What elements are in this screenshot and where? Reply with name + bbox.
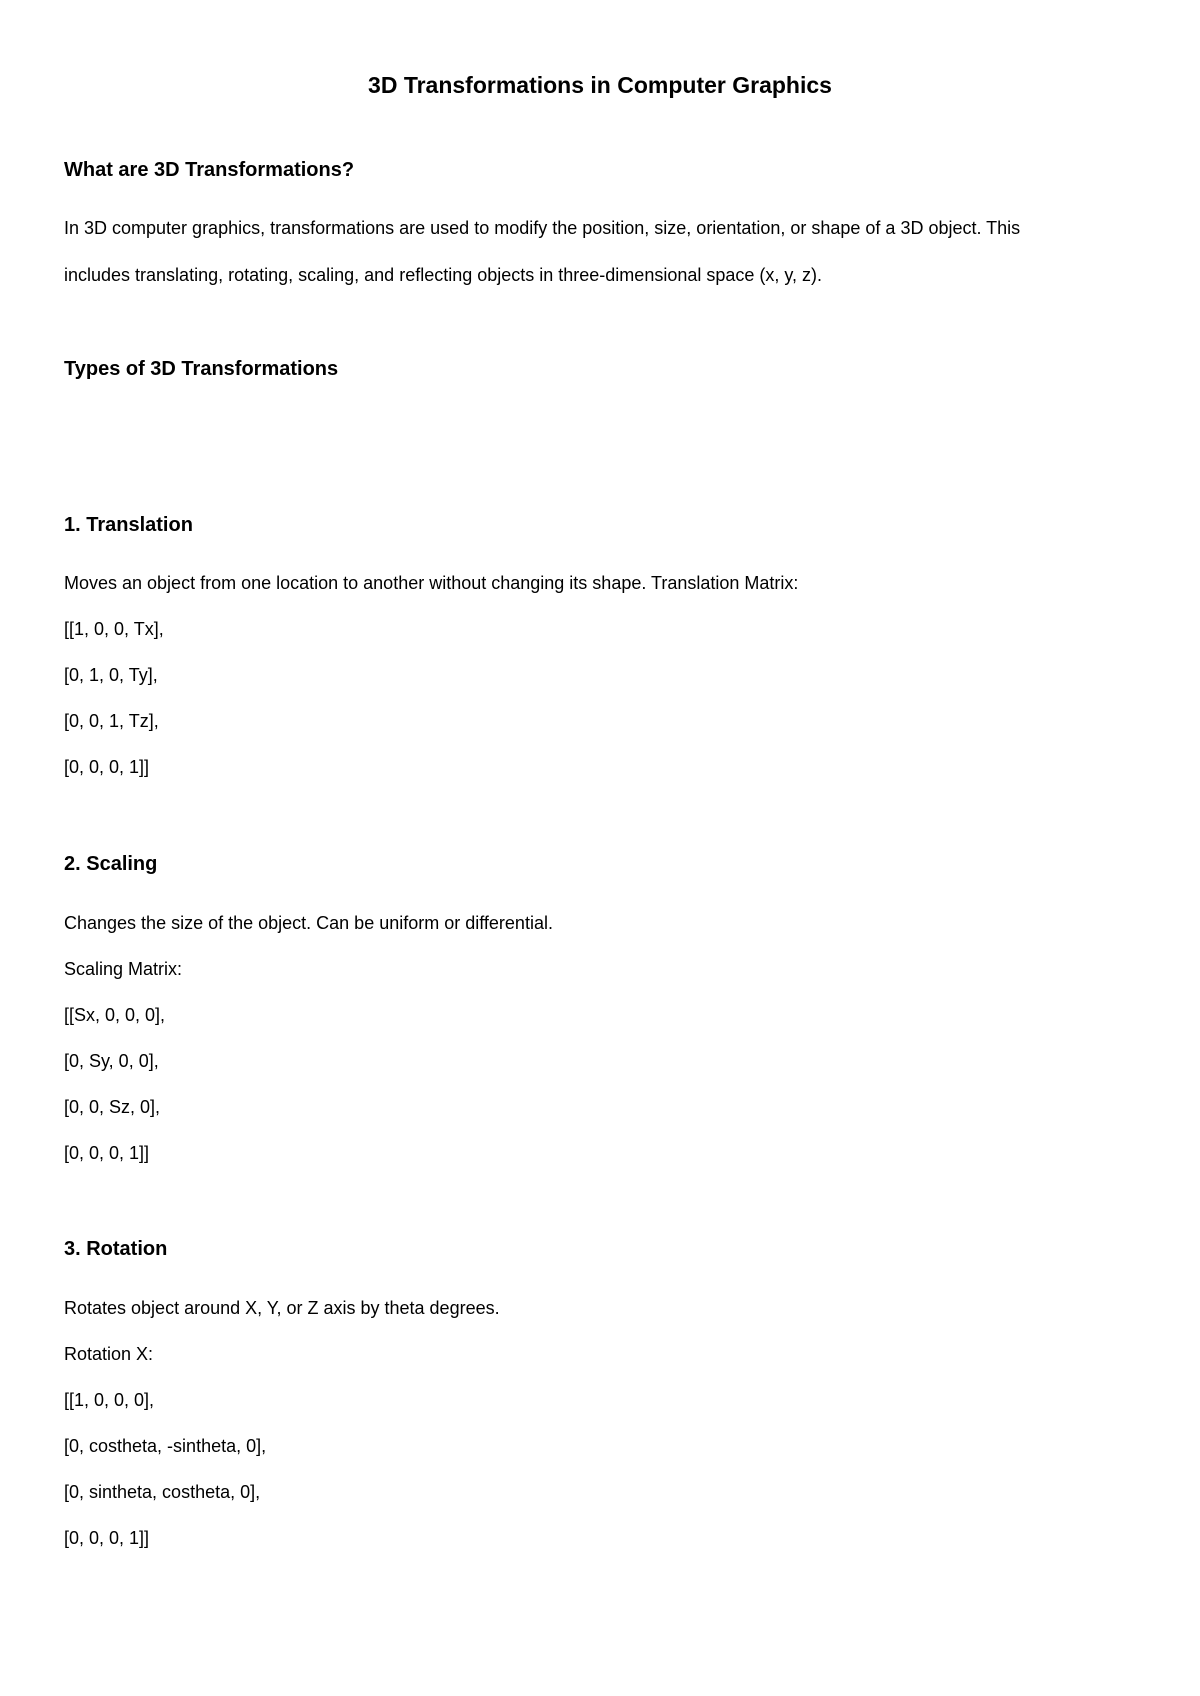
translation-description: Moves an object from one location to another without changing its shape. Translation Matrix: <box>64 573 799 593</box>
rotation-description: Rotates object around X, Y, or Z axis by theta degrees. <box>64 1298 500 1318</box>
translation-matrix-row: [0, 0, 1, Tz], <box>64 711 159 731</box>
scaling-heading: 2. Scaling <box>64 853 158 875</box>
translation-matrix-row: [0, 0, 0, 1]] <box>64 757 150 777</box>
scaling-matrix-row: [0, 0, 0, 1]] <box>64 1143 150 1163</box>
scaling-description: Changes the size of the object. Can be uniform or differential. <box>64 913 553 933</box>
scaling-matrix-row: [0, Sy, 0, 0], <box>64 1051 159 1071</box>
rotation-matrix-row: [0, 0, 0, 1]] <box>64 1528 150 1548</box>
rotation-matrix-row: [0, sintheta, costheta, 0], <box>64 1482 261 1502</box>
scaling-matrix-row: [0, 0, Sz, 0], <box>64 1097 161 1117</box>
translation-matrix-row: [[1, 0, 0, Tx], <box>64 619 164 639</box>
rotation-matrix-row: [0, costheta, -sintheta, 0], <box>64 1436 267 1456</box>
scaling-matrix-row: [[Sx, 0, 0, 0], <box>64 1005 166 1025</box>
rotation-matrix-row: [[1, 0, 0, 0], <box>64 1390 155 1410</box>
intro-paragraph-line: includes translating, rotating, scaling, and reflecting objects in three-dimensional space (x, y, z). <box>64 265 823 285</box>
intro-heading: What are 3D Transformations? <box>64 159 355 181</box>
translation-heading: 1. Translation <box>64 514 193 536</box>
translation-matrix-row: [0, 1, 0, Ty], <box>64 665 158 685</box>
document-title: 3D Transformations in Computer Graphics <box>368 72 832 98</box>
intro-paragraph-line: In 3D computer graphics, transformations are used to modify the position, size, orientation, or shape of a 3D object. This <box>64 218 1021 238</box>
types-heading: Types of 3D Transformations <box>64 358 339 380</box>
rotation-matrix-label: Rotation X: <box>64 1344 154 1364</box>
scaling-matrix-label: Scaling Matrix: <box>64 959 183 979</box>
rotation-heading: 3. Rotation <box>64 1238 168 1260</box>
